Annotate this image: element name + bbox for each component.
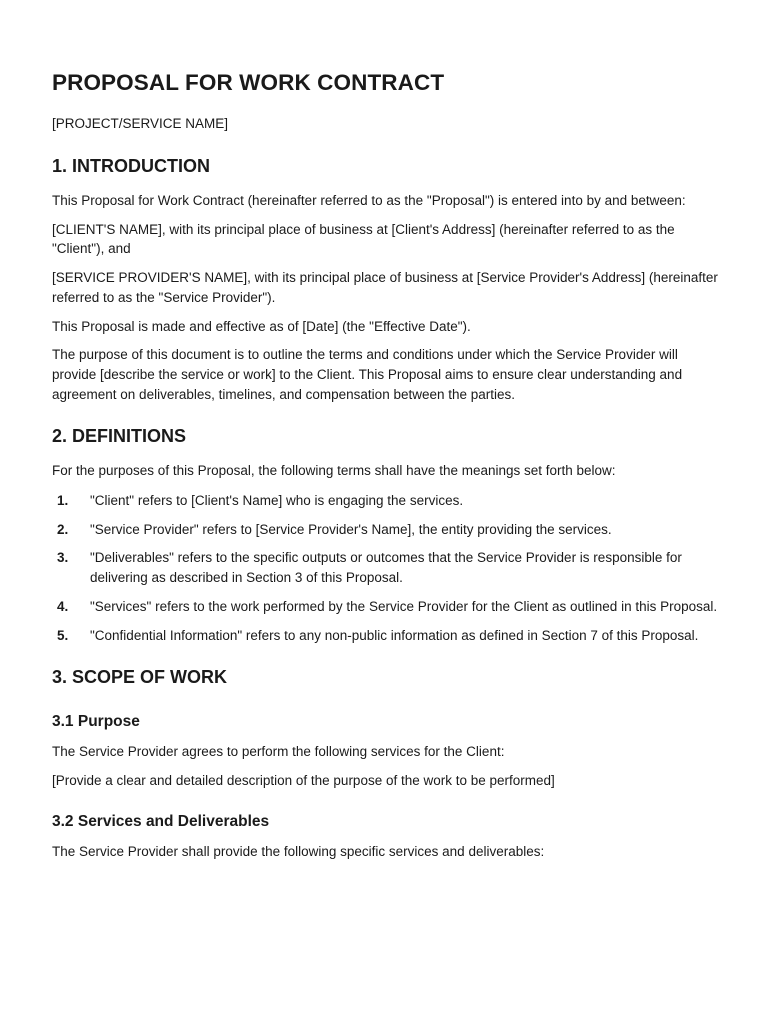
list-text: "Service Provider" refers to [Service Provider's Name], the entity providing the services. xyxy=(90,521,612,537)
intro-paragraph: [SERVICE PROVIDER'S NAME], with its principal place of business at [Service Provider's Address] (hereinafter referred to as the "Service Provider"). xyxy=(52,270,718,305)
list-number: 5. xyxy=(57,627,69,643)
list-number: 4. xyxy=(57,598,69,614)
intro-paragraph: This Proposal for Work Contract (hereinafter referred to as the "Proposal") is entered into by and between: xyxy=(52,193,686,208)
intro-paragraph: The purpose of this document is to outline the terms and conditions under which the Service Provider will provide [describe the service or work] to the Client. This Proposal aims to ensure clear understanding and agreement on deliverables, timelines, and compensation between the parties. xyxy=(52,347,683,402)
intro-paragraph: [CLIENT'S NAME], with its principal place of business at [Client's Address] (hereinafter referred to as the "Client"), and xyxy=(52,221,675,257)
list-item xyxy=(52,520,718,540)
section-heading-scope-of-work: 3. SCOPE OF WORK xyxy=(52,667,228,688)
list-item xyxy=(52,626,718,646)
purpose-paragraph: The Service Provider agrees to perform the following services for the Client: xyxy=(52,744,505,760)
services-paragraph: The Service Provider shall provide the following specific services and deliverables: xyxy=(52,843,545,859)
list-text: "Client" refers to [Client's Name] who is engaging the services. xyxy=(90,493,464,509)
list-item xyxy=(52,597,718,617)
definitions-list xyxy=(52,491,718,645)
purpose-paragraph: [Provide a clear and detailed description of the purpose of the work to be performed] xyxy=(52,772,555,788)
definitions-intro: For the purposes of this Proposal, the following terms shall have the meanings set forth below: xyxy=(52,463,616,479)
subsection-heading-purpose: 3.1 Purpose xyxy=(52,713,140,731)
list-number: 3. xyxy=(57,550,69,566)
list-text: "Deliverables" refers to the specific outputs or outcomes that the Service Provider is responsible for delivering as described in Section 3 of this Proposal. xyxy=(90,550,682,586)
list-number: 1. xyxy=(57,493,69,509)
list-item xyxy=(52,491,718,511)
section-heading-introduction: 1. INTRODUCTION xyxy=(52,156,211,176)
intro-paragraph: This Proposal is made and effective as of [Date] (the "Effective Date"). xyxy=(52,318,471,334)
section-heading-definitions: 2. DEFINITIONS xyxy=(52,426,187,447)
list-number: 2. xyxy=(57,521,69,537)
document-title: PROPOSAL FOR WORK CONTRACT xyxy=(52,70,445,95)
subsection-heading-services-deliverables: 3.2 Services and Deliverables xyxy=(52,812,270,830)
list-text: "Confidential Information" refers to any non-public information as defined in Section 7 of this Proposal. xyxy=(90,627,699,643)
list-item xyxy=(52,548,718,587)
document-subtitle: [PROJECT/SERVICE NAME] xyxy=(52,116,229,131)
list-text: "Services" refers to the work performed by the Service Provider for the Client as outlined in this Proposal. xyxy=(90,598,718,614)
document-content xyxy=(52,70,718,861)
